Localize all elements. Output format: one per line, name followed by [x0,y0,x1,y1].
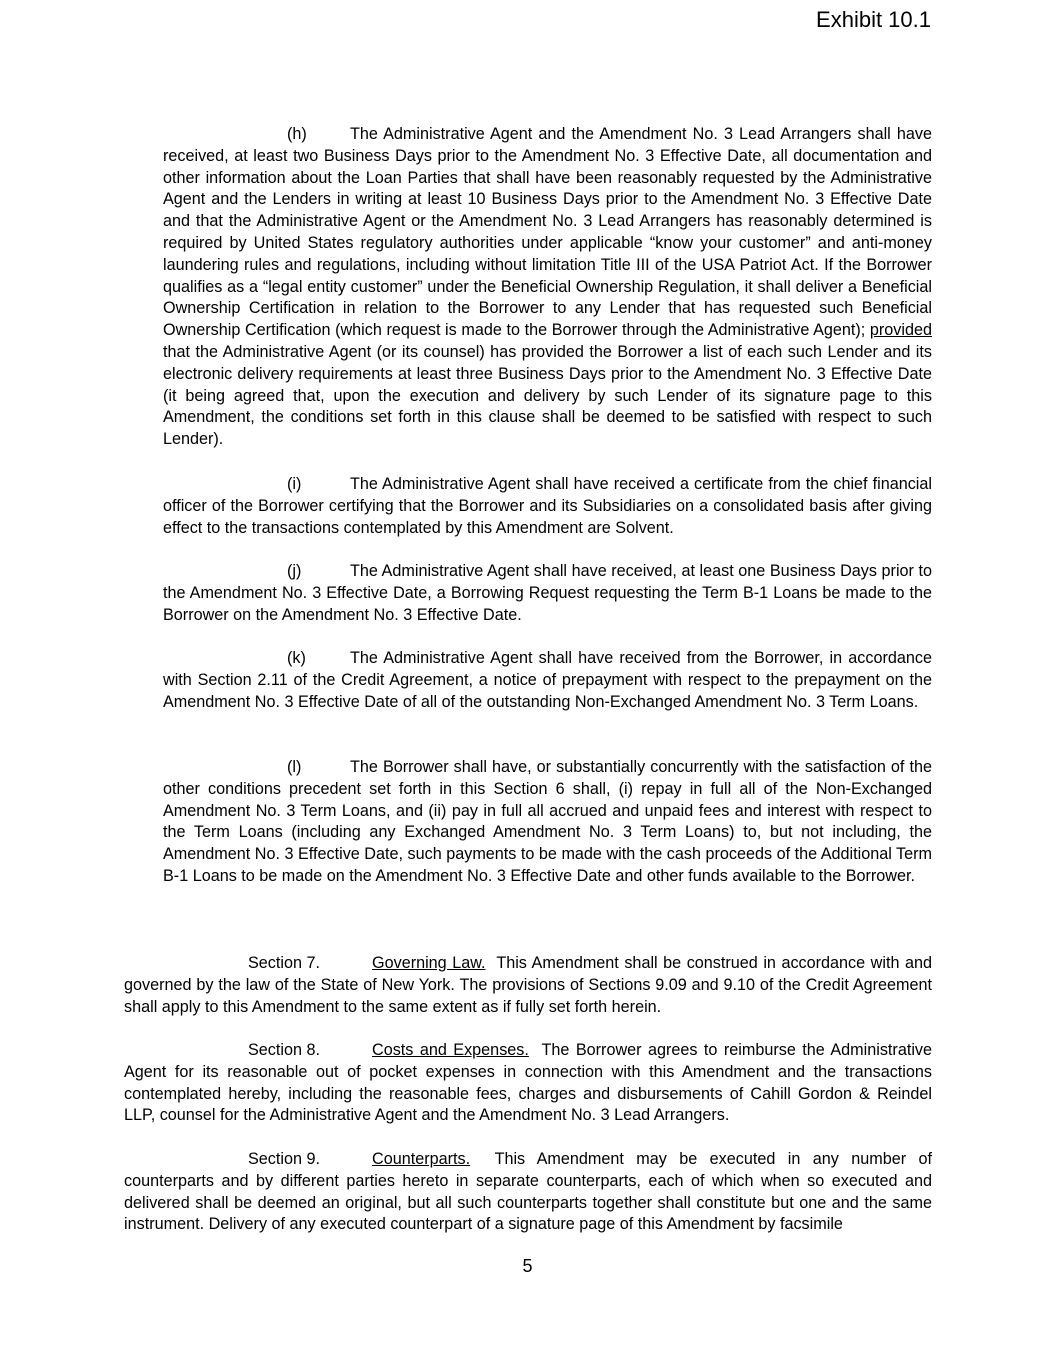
paragraph-text: The Borrower shall have, or substantially concurrently with the satisfaction of the other conditions precedent set forth in this Section 6 shall, (i) repay in full all of the Non-Exchanged Amendment No. 3 Term Loans, and (ii) pay in full all accrued and unpaid fees and interest with respect to the Term Loans (including any Exchanged Amendment No. 3 Term Loans) to, but not including, the Amendment No. 3 Effective Date, such payments to be made with the cash proceeds of the Additional Term B-1 Loans to be made on the Amendment No. 3 Effective Date and other funds available to the Borrower. [163,758,932,885]
paragraph-label: (l) [287,758,302,776]
paragraph-i [163,474,932,539]
paragraph-text: The Administrative Agent shall have received a certificate from the chief financial officer of the Borrower certifying that the Borrower and its Subsidiaries on a consolidated basis after giving effect to the transactions contemplated by this Amendment are Solvent. [163,475,932,537]
section-number: Section 9. [248,1150,320,1168]
paragraph-label: (k) [287,649,306,667]
paragraph-label: (j) [287,562,302,580]
section-9 [124,1149,932,1236]
section-text: The Borrower agrees to reimburse the Administrative Agent for its reasonable out of pocket expenses in connection with this Amendment and the transactions contemplated hereby, including the reasonable fees, charges and disbursements of Cahill Gordon & Reindel LLP, counsel for the Administrative Agent and the Amendment No. 3 Lead Arrangers. [124,1041,933,1125]
section-title: Costs and Expenses. [372,1041,529,1059]
provided-term: provided [869,321,932,340]
section-text: This Amendment may be executed in any number of counterparts and by different parties hereto in separate counterparts, each of which when so executed and delivered shall be deemed an original, but all such counterparts together shall constitute but one and the same instrument. Delivery of any executed counterpart of a signature page of this Amendment by facsimile [124,1150,932,1234]
paragraph-text: The Administrative Agent and the Amendment No. 3 Lead Arrangers shall have received, at least two Business Days prior to the Amendment No. 3 Effective Date, all documentation and other information about the Loan Parties that shall have been reasonably requested by the Administrative Agent and the Lenders in writing at least 10 Business Days prior to the Amendment No. 3 Effective Date and that the Administrative Agent or the Amendment No. 3 Lead Arrangers has reasonably determined is required by United States regulatory authorities under applicable “know your customer” and anti-money laundering rules and regulations, including without limitation Title III of the USA Patriot Act. If the Borrower qualifies as a “legal entity customer” under the Beneficial Ownership Regulation, it shall deliver a Beneficial Ownership Certification in relation to the Borrower to any Lender that has requested such Beneficial Ownership Certification (which request is made to the Borrower through the Administrative Agent); [163,125,932,340]
exhibit-label: Exhibit 10.1 [816,7,931,32]
paragraph-label: (i) [287,475,302,493]
paragraph-text: The Administrative Agent shall have received, at least one Business Days prior to the Amendment No. 3 Effective Date, a Borrowing Request requesting the Term B-1 Loans be made to the Borrower on the Amendment No. 3 Effective Date. [163,562,932,624]
paragraph-j [163,561,932,626]
paragraph-text-continued: that the Administrative Agent (or its counsel) has provided the Borrower a list of each such Lender and its electronic delivery requirements at least three Business Days prior to the Amendment No. 3 Effective Date (it being agreed that, upon the execution and delivery by such Lender of its signature page to this Amendment, the conditions set forth in this clause shall be deemed to be satisfied with respect to such Lender). [163,342,932,449]
paragraph-text: The Administrative Agent shall have received from the Borrower, in accordance with Section 2.11 of the Credit Agreement, a notice of prepayment with respect to the prepayment on the Amendment No. 3 Effective Date of all of the outstanding Non-Exchanged Amendment No. 3 Term Loans. [163,649,932,711]
section-8 [124,1040,932,1127]
page-number: 5 [522,1256,533,1276]
section-text: This Amendment shall be construed in accordance with and governed by the law of the State of New York. The provisions of Sections 9.09 and 9.10 of the Credit Agreement shall apply to this Amendment to the same extent as if fully set forth herein. [124,954,933,1016]
section-title: Governing Law. [372,954,486,972]
section-7 [124,953,932,1018]
section-number: Section 7. [248,954,320,972]
paragraph-label: (h) [287,125,307,143]
section-number: Section 8. [248,1041,320,1059]
paragraph-l [163,757,932,888]
paragraph-k [163,648,932,713]
paragraph-h [163,124,932,451]
section-title: Counterparts. [372,1150,471,1168]
